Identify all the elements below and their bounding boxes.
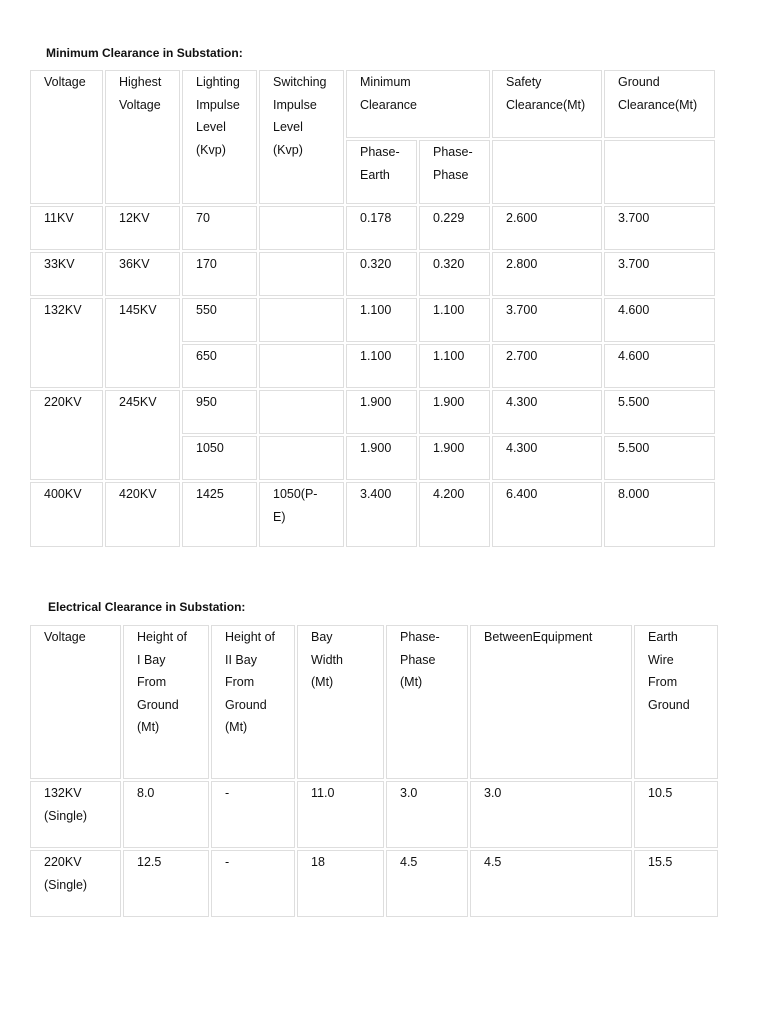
cell-height-i-bay: 8.0	[123, 781, 209, 848]
header-between-equipment: BetweenEquipment	[470, 625, 632, 779]
minimum-clearance-table	[28, 68, 717, 549]
cell-voltage: 220KV (Single)	[30, 850, 121, 917]
cell-safety-clearance: 2.800	[492, 252, 602, 296]
cell-safety-clearance: 4.300	[492, 390, 602, 434]
cell-lighting-impulse: 650	[182, 344, 257, 388]
header-phase-phase: Phase- Phase (Mt)	[386, 625, 468, 779]
cell-phase-earth: 0.320	[346, 252, 417, 296]
cell-phase-earth: 3.400	[346, 482, 417, 547]
cell-ground-clearance: 3.700	[604, 206, 715, 250]
header-phase-phase: Phase- Phase	[419, 140, 490, 204]
cell-phase-earth: 1.900	[346, 390, 417, 434]
cell-voltage: 220KV	[30, 390, 103, 480]
header-lighting-impulse: Lighting Impulse Level (Kvp)	[182, 70, 257, 204]
cell-height-i-bay: 12.5	[123, 850, 209, 917]
header-ground-clearance: Ground Clearance(Mt)	[604, 70, 715, 138]
cell-bay-width: 11.0	[297, 781, 384, 848]
cell-phase-phase: 3.0	[386, 781, 468, 848]
cell-switching-impulse	[259, 436, 344, 480]
cell-phase-earth: 0.178	[346, 206, 417, 250]
cell-ground-clearance: 4.600	[604, 298, 715, 342]
table-row	[30, 482, 715, 547]
table-row	[30, 298, 715, 342]
cell-phase-phase: 1.100	[419, 344, 490, 388]
header-voltage: Voltage	[30, 625, 121, 779]
cell-switching-impulse: 1050(P- E)	[259, 482, 344, 547]
cell-lighting-impulse: 70	[182, 206, 257, 250]
cell-earth-wire: 15.5	[634, 850, 718, 917]
cell-ground-clearance: 5.500	[604, 436, 715, 480]
cell-safety-clearance: 2.600	[492, 206, 602, 250]
header-bay-width: Bay Width (Mt)	[297, 625, 384, 779]
header-highest-voltage: Highest Voltage	[105, 70, 180, 204]
cell-phase-phase: 0.320	[419, 252, 490, 296]
cell-switching-impulse	[259, 206, 344, 250]
cell-switching-impulse	[259, 298, 344, 342]
cell-ground-clearance: 4.600	[604, 344, 715, 388]
table-row	[30, 850, 718, 917]
cell-lighting-impulse: 1050	[182, 436, 257, 480]
cell-phase-phase: 4.200	[419, 482, 490, 547]
cell-switching-impulse	[259, 344, 344, 388]
cell-phase-phase: 0.229	[419, 206, 490, 250]
header-phase-earth: Phase- Earth	[346, 140, 417, 204]
cell-highest-voltage: 36KV	[105, 252, 180, 296]
cell-between-equipment: 3.0	[470, 781, 632, 848]
cell-voltage: 33KV	[30, 252, 103, 296]
header-minimum-clearance: Minimum Clearance	[346, 70, 490, 138]
header-switching-impulse: Switching Impulse Level (Kvp)	[259, 70, 344, 204]
cell-phase-earth: 1.900	[346, 436, 417, 480]
cell-ground-clearance: 3.700	[604, 252, 715, 296]
cell-phase-phase: 1.900	[419, 436, 490, 480]
header-ground-blank	[604, 140, 715, 204]
header-height-i-bay: Height of I Bay From Ground (Mt)	[123, 625, 209, 779]
cell-highest-voltage: 245KV	[105, 390, 180, 480]
cell-ground-clearance: 8.000	[604, 482, 715, 547]
cell-lighting-impulse: 170	[182, 252, 257, 296]
header-voltage: Voltage	[30, 70, 103, 204]
cell-voltage: 132KV (Single)	[30, 781, 121, 848]
cell-voltage: 400KV	[30, 482, 103, 547]
cell-phase-phase: 4.5	[386, 850, 468, 917]
header-safety-clearance: Safety Clearance(Mt)	[492, 70, 602, 138]
table-row	[30, 781, 718, 848]
cell-bay-width: 18	[297, 850, 384, 917]
cell-safety-clearance: 2.700	[492, 344, 602, 388]
header-safety-blank	[492, 140, 602, 204]
header-height-ii-bay: Height of II Bay From Ground (Mt)	[211, 625, 295, 779]
cell-phase-earth: 1.100	[346, 344, 417, 388]
cell-voltage: 132KV	[30, 298, 103, 388]
table-row	[30, 252, 715, 296]
cell-safety-clearance: 6.400	[492, 482, 602, 547]
cell-lighting-impulse: 950	[182, 390, 257, 434]
cell-highest-voltage: 420KV	[105, 482, 180, 547]
cell-lighting-impulse: 1425	[182, 482, 257, 547]
cell-height-ii-bay: -	[211, 850, 295, 917]
cell-between-equipment: 4.5	[470, 850, 632, 917]
cell-highest-voltage: 12KV	[105, 206, 180, 250]
cell-ground-clearance: 5.500	[604, 390, 715, 434]
table1-title: Minimum Clearance in Substation:	[46, 46, 243, 60]
cell-safety-clearance: 4.300	[492, 436, 602, 480]
cell-phase-earth: 1.100	[346, 298, 417, 342]
cell-lighting-impulse: 550	[182, 298, 257, 342]
cell-earth-wire: 10.5	[634, 781, 718, 848]
cell-phase-phase: 1.900	[419, 390, 490, 434]
electrical-clearance-table	[28, 623, 720, 919]
header-earth-wire: Earth Wire From Ground	[634, 625, 718, 779]
cell-switching-impulse	[259, 390, 344, 434]
table2-title: Electrical Clearance in Substation:	[48, 600, 246, 614]
cell-safety-clearance: 3.700	[492, 298, 602, 342]
cell-height-ii-bay: -	[211, 781, 295, 848]
table-row	[30, 206, 715, 250]
cell-phase-phase: 1.100	[419, 298, 490, 342]
cell-highest-voltage: 145KV	[105, 298, 180, 388]
cell-voltage: 11KV	[30, 206, 103, 250]
cell-switching-impulse	[259, 252, 344, 296]
table-row	[30, 390, 715, 434]
